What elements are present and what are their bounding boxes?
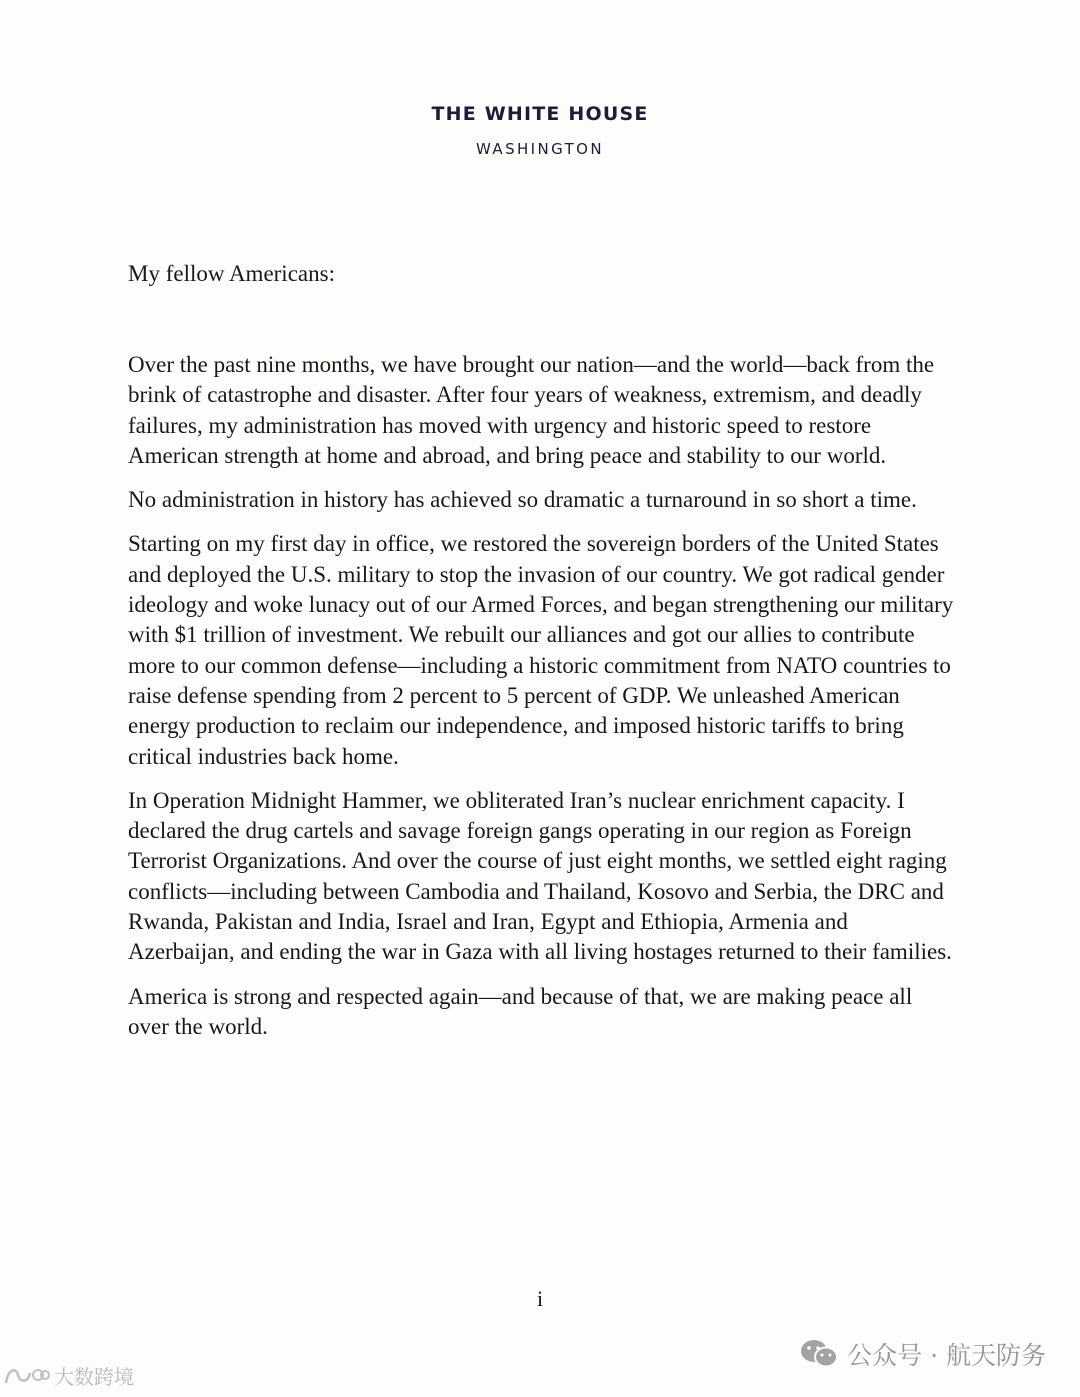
- salutation: My fellow Americans:: [128, 261, 335, 286]
- watermark-text: 公众号 · 航天防务: [847, 1341, 1046, 1370]
- paragraph: Starting on my first day in office, we restored the sovereign borders of the United States and deployed the U.S. military to stop the invasion of our country. We got radical gender ideology and woke lunacy out of our Armed Forces, and began strengthening our military with $1 trillion of investment. We rebuilt our alliances and got our allies to contribute more to our common defense—including a historic commitment from NATO countries to raise defense spending from 2 percent to 5 percent of GDP. We unleashed American energy production to reclaim our independence, and imposed historic tariffs to bring critical industries back home.: [128, 531, 954, 769]
- letter-body: [128, 350, 958, 1056]
- corner-watermark: [2, 1361, 134, 1390]
- corner-watermark-text: 大数跨境: [54, 1365, 134, 1389]
- letterhead-subtitle: WASHINGTON: [476, 140, 604, 158]
- brand-logo-icon: [2, 1363, 50, 1389]
- paragraph: America is strong and respected again—and because of that, we are making peace all over the world.: [128, 983, 913, 1039]
- letterhead-title: THE WHITE HOUSE: [431, 103, 649, 125]
- paragraph: Over the past nine months, we have brought our nation—and the world—back from the brink of catastrophe and disaster. After four years of weakness, extremism, and deadly failures, my administration has moved with urgency and historic speed to restore American strength at home and abroad, and bring peace and stability to our world.: [128, 352, 935, 468]
- page-number: i: [536, 1286, 544, 1311]
- wechat-icon: [799, 1337, 839, 1371]
- paragraph: No administration in history has achieved so dramatic a turnaround in so short a time.: [128, 487, 917, 513]
- paragraph: In Operation Midnight Hammer, we obliterated Iran’s nuclear enrichment capacity. I declared the drug cartels and savage foreign gangs operating in our region as Foreign Terrorist Organizations. And over the course of just eight months, we settled eight raging conflicts—including between Cambodia and Thailand, Kosovo and Serbia, the DRC and Rwanda, Pakistan and India, Israel and Iran, Egypt and Ethiopia, Armenia and Azerbaijan, and ending the war in Gaza with all living hostages returned to their families.: [128, 787, 952, 965]
- wechat-watermark: [799, 1336, 1046, 1372]
